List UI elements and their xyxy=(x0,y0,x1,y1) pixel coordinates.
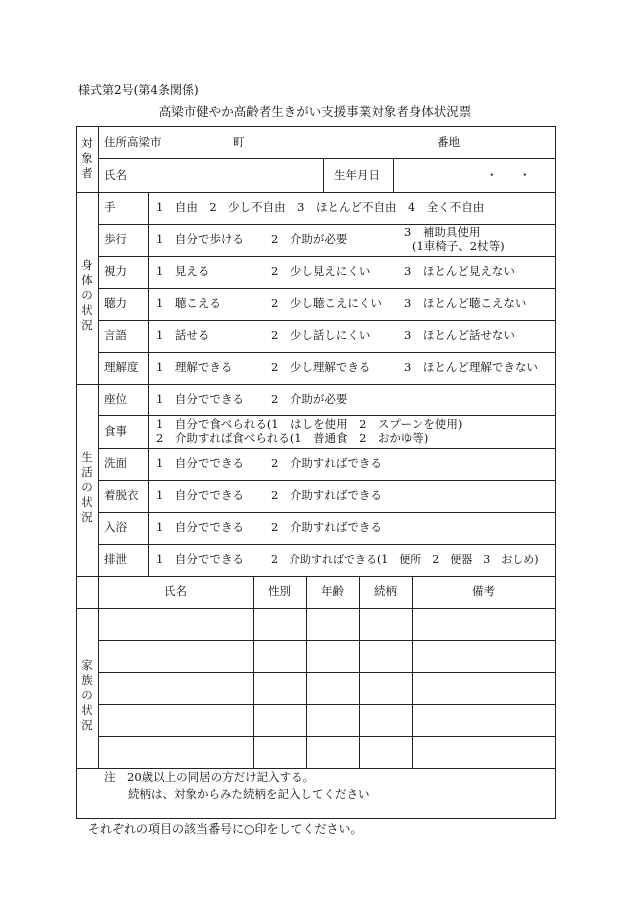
row-label: 理解度 xyxy=(104,360,139,374)
row-divider xyxy=(98,224,556,225)
row-divider xyxy=(98,415,556,416)
section-divider xyxy=(76,768,556,769)
table-border-right xyxy=(555,126,556,819)
row-label: 着脱衣 xyxy=(104,488,139,502)
row-option: 1 自分でできる xyxy=(156,488,244,502)
row-option: 2 介助が必要 xyxy=(271,392,348,406)
row-option: 1 自分でできる xyxy=(156,392,244,406)
row-option: 2 少し話しにくい xyxy=(271,328,371,342)
document-title: 高梁市健やか高齢者生きがい支援事業対象者身体状況票 xyxy=(158,104,472,119)
family-header-age: 年齢 xyxy=(321,584,344,598)
row-option: 2 介助すればできる xyxy=(271,488,382,502)
row-option: 3 ほとんど見えない xyxy=(404,264,515,278)
family-header-remarks: 備考 xyxy=(472,584,495,598)
family-column-divider xyxy=(306,576,307,768)
row-option: 3 ほとんど理解できない xyxy=(404,360,538,374)
family-header-name: 氏名 xyxy=(164,584,187,598)
row-option: 1 自分でできる xyxy=(156,552,244,566)
life-section-label: 生活の状況 xyxy=(81,450,93,524)
note-line-1: 注 20歳以上の同居の方だけ記入する。 xyxy=(104,770,315,784)
family-section-label: 家族の状況 xyxy=(81,658,93,732)
table-border-bottom xyxy=(76,818,556,819)
row-option: 1 自由 2 少し不自由 3 ほとんど不自由 4 全く不自由 xyxy=(156,200,485,214)
row-option: 1 自分で歩ける xyxy=(156,232,244,246)
body-section-label: 身体の状況 xyxy=(81,258,93,332)
row-option: 1 理解できる xyxy=(156,360,233,374)
row-divider xyxy=(98,320,556,321)
row-label: 手 xyxy=(104,200,116,214)
row-option: 1 見える xyxy=(156,264,210,278)
family-column-divider xyxy=(412,576,413,768)
row-label: 座位 xyxy=(104,392,127,406)
row-option: 2 介助すれば食べられる(1 普通食 2 おかゆ等) xyxy=(156,431,429,445)
table-border-top xyxy=(76,126,556,127)
family-header-sex: 性別 xyxy=(268,584,291,598)
row-divider xyxy=(98,640,556,641)
row-label: 聴力 xyxy=(104,296,127,310)
row-divider xyxy=(98,288,556,289)
row-divider xyxy=(98,352,556,353)
row-option: 2 介助すればできる xyxy=(271,456,382,470)
row-option: 2 介助が必要 xyxy=(271,232,348,246)
row-label: 言語 xyxy=(104,328,127,342)
row-label: 歩行 xyxy=(104,232,127,246)
row-divider xyxy=(98,158,556,159)
town-label: 町 xyxy=(233,135,245,149)
dob-separator: ・ xyxy=(519,168,531,182)
row-divider xyxy=(98,256,556,257)
row-option-note: (1車椅子、2杖等) xyxy=(412,239,505,253)
row-option: 1 自分でできる xyxy=(156,520,244,534)
name-label: 氏名 xyxy=(104,168,127,182)
row-label: 食事 xyxy=(104,424,127,438)
row-option: 1 聴こえる xyxy=(156,296,221,310)
row-option: 2 少し聴こえにくい xyxy=(271,296,382,310)
row-divider xyxy=(98,736,556,737)
cell-divider xyxy=(393,158,394,192)
row-option: 2 少し見えにくい xyxy=(271,264,371,278)
row-option: 2 介助すればできる(1 便所 2 便器 3 おしめ) xyxy=(271,553,539,566)
row-divider xyxy=(98,512,556,513)
row-divider xyxy=(98,448,556,449)
row-option: 2 少し理解できる xyxy=(271,360,371,374)
row-option: 3 ほとんど聴こえない xyxy=(404,296,527,310)
cell-divider xyxy=(323,158,324,192)
row-option: 3 補助具使用 xyxy=(404,225,481,239)
row-option: 1 話せる xyxy=(156,328,210,342)
footer-instruction: それぞれの項目の該当番号に○印をしてください。 xyxy=(88,822,363,836)
section-divider xyxy=(76,576,556,577)
label-column-divider xyxy=(148,192,149,384)
row-label: 洗面 xyxy=(104,456,127,470)
address-label: 住所高梁市 xyxy=(104,135,162,149)
family-header-relation: 続柄 xyxy=(374,584,397,598)
row-option: 3 ほとんど話せない xyxy=(404,328,515,342)
row-label: 入浴 xyxy=(104,520,127,534)
label-column-divider xyxy=(148,384,149,576)
row-divider xyxy=(98,672,556,673)
dob-separator: ・ xyxy=(486,168,498,182)
row-divider xyxy=(98,704,556,705)
dob-label: 生年月日 xyxy=(334,168,380,182)
family-column-divider xyxy=(359,576,360,768)
row-label: 視力 xyxy=(104,264,127,278)
row-option: 1 自分でできる xyxy=(156,456,244,470)
row-divider xyxy=(98,480,556,481)
note-line-2: 続柄は、対象からみた続柄を記入してください xyxy=(128,787,370,801)
row-divider xyxy=(98,544,556,545)
family-header-divider xyxy=(76,608,556,609)
row-option: 1 自分で食べられる(1 はしを使用 2 スプーンを使用) xyxy=(156,417,463,431)
family-column-divider xyxy=(253,576,254,768)
row-option: 2 介助すればできる xyxy=(271,520,382,534)
lot-label: 番地 xyxy=(437,135,460,149)
row-label: 排泄 xyxy=(104,552,127,566)
subject-section-label: 対象者 xyxy=(81,136,93,180)
form-number-label: 様式第2号(第4条関係) xyxy=(78,83,199,97)
